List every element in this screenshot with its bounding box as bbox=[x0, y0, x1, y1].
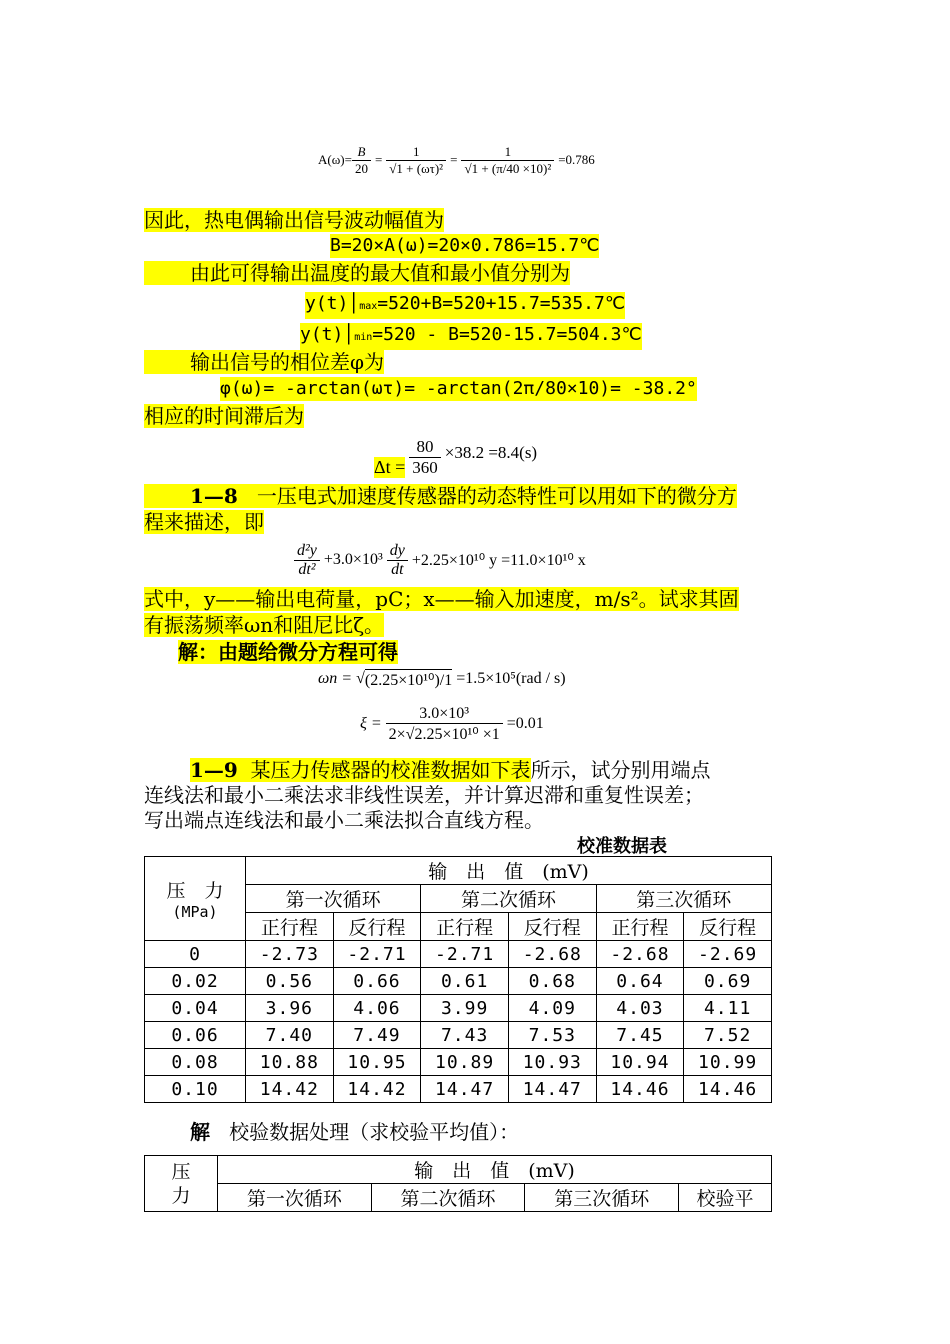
header-cycle-3: 第三次循环 bbox=[596, 885, 771, 913]
para-amplitude-value: B=20×A(ω)=20×0.786=15.7℃ bbox=[330, 235, 600, 256]
question-1-9-line3: 写出端点连线法和最小二乘法拟合直线方程。 bbox=[144, 808, 544, 832]
header-cycle-1: 第一次循环 bbox=[246, 885, 421, 913]
average-table bbox=[144, 1155, 772, 1212]
equation-amplitude: A(ω)= $\frac{B}{20}$ = $\frac{1}{\text{√1 + (ωτ)²}}$ = $\frac{1}{\text{√1 + (π/40 ×10)²}}$ =0.786 bbox=[318, 143, 595, 176]
header-cycle-1: 第一次循环 bbox=[218, 1184, 372, 1212]
header-pressure: 压 力 bbox=[145, 1156, 218, 1212]
question-1-9-line2: 连线法和最小二乘法求非线性误差，并计算迟滞和重复性误差； bbox=[144, 783, 704, 807]
table-row: 0.02 0.56 0.66 0.61 0.68 0.64 0.69 bbox=[145, 968, 772, 995]
header-cycle-2: 第二次循环 bbox=[371, 1184, 525, 1212]
solution-1-8-intro: 解：由题给微分方程可得 bbox=[178, 640, 398, 664]
header-output: 输 出 值 (mV) bbox=[246, 857, 772, 885]
equation-omega: ωn = √ (2.25×10¹⁰)/1 =1.5×10⁵(rad / s) bbox=[318, 670, 566, 689]
eq-amplitude-lhs: A(ω)= bbox=[318, 152, 352, 167]
para-min-value: y(t)│min=520 - B=520-15.7=504.3℃ bbox=[300, 323, 642, 350]
table-row: 0.04 3.96 4.06 3.99 4.09 4.03 4.11 bbox=[145, 995, 772, 1022]
header-cycle-3: 第三次循环 bbox=[525, 1184, 679, 1212]
header-stroke: 反行程 bbox=[333, 913, 421, 941]
para-maxmin-intro: 由此可得输出温度的最大值和最小值分别为 bbox=[144, 261, 570, 285]
question-1-8-line3: 式中，y——输出电荷量，pC；x——输入加速度，m/s²。试求其固 bbox=[144, 587, 739, 611]
eq-amplitude-frac1: $\frac{B}{20}$ bbox=[352, 144, 371, 177]
para-amplitude-intro: 因此，热电偶输出信号波动幅值为 bbox=[144, 208, 444, 232]
calibration-table bbox=[144, 856, 772, 1103]
header-pressure: 压 力 (MPa) bbox=[145, 857, 246, 941]
para-max-value: y(t)│max=520+B=520+15.7=535.7℃ bbox=[305, 292, 625, 319]
header-stroke: 反行程 bbox=[684, 913, 772, 941]
table1-caption: 校准数据表 bbox=[577, 836, 667, 857]
table-row: 0 -2.73 -2.71 -2.71 -2.68 -2.68 -2.69 bbox=[145, 941, 772, 968]
header-stroke: 正行程 bbox=[596, 913, 684, 941]
header-cycle-2: 第二次循环 bbox=[421, 885, 596, 913]
equation-delay: Δt = $\frac{80}{360}$ ×38.2 =8.4(s) bbox=[374, 437, 538, 477]
para-delay-intro: 相应的时间滞后为 bbox=[144, 404, 304, 428]
header-stroke: 正行程 bbox=[246, 913, 334, 941]
eq-amplitude-frac3: $\frac{1}{\text{√1 + (π/40 ×10)²}}$ bbox=[461, 144, 554, 177]
para-phase-intro: 输出信号的相位差φ为 bbox=[144, 350, 384, 374]
para-phase-value: φ(ω)= -arctan(ωτ)= -arctan(2π/80×10)= -38.2° bbox=[220, 378, 697, 399]
equation-differential: $\frac{\text{d²y}}{\text{dt²}}$ +3.0×10³ $\frac{dy}{dt}$ +2.25×10¹⁰ y =11.0×10¹⁰ x bbox=[294, 536, 586, 584]
table-row: 0.06 7.40 7.49 7.43 7.53 7.45 7.52 bbox=[145, 1022, 772, 1049]
solution-1-9-intro: 解 校验数据处理（求校验平均值）： bbox=[190, 1120, 520, 1144]
header-average: 校验平 bbox=[679, 1184, 772, 1212]
header-output: 输 出 值 (mV) bbox=[218, 1156, 772, 1184]
question-1-8-line4: 有振荡频率ωn和阻尼比ζ。 bbox=[144, 613, 385, 637]
table-row: 0.08 10.88 10.95 10.89 10.93 10.94 10.99 bbox=[145, 1049, 772, 1076]
eq-amplitude-frac2: $\frac{1}{\text{√1 + (ωτ)²}}$ bbox=[386, 144, 446, 177]
question-1-8-line1: 1—8 一压电式加速度传感器的动态特性可以用如下的微分方 bbox=[144, 484, 737, 508]
header-stroke: 反行程 bbox=[508, 913, 596, 941]
question-1-8-line2: 程来描述，即 bbox=[144, 510, 264, 534]
question-1-9-line1: 1—9 某压力传感器的校准数据如下表所示，试分别用端点 bbox=[190, 758, 711, 782]
header-stroke: 正行程 bbox=[421, 913, 509, 941]
equation-xi: ξ = $\frac{\text{3.0×10³}}{\text{2×√2.25×10¹⁰ ×1}}$ =0.01 bbox=[360, 704, 544, 743]
table-row: 0.10 14.42 14.42 14.47 14.47 14.46 14.46 bbox=[145, 1076, 772, 1103]
